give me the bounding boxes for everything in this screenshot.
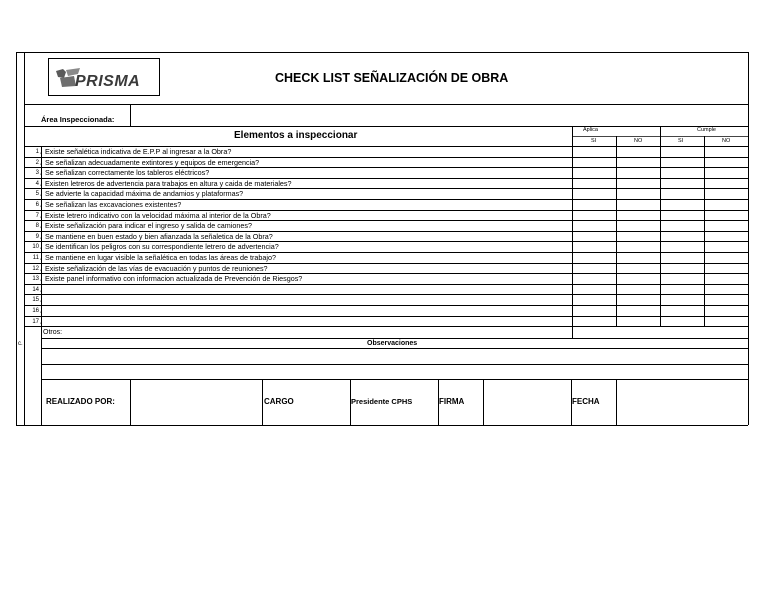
item-number: 17 [32,318,39,325]
aplica-no-label: NO [634,138,643,144]
cumple-label: Cumple [697,127,716,133]
cargo-value: Presidente CPHS [351,397,413,406]
fecha-label: FECHA [572,397,600,406]
item-row-mark: c [40,193,42,198]
item-number: 13 [32,276,39,283]
item-text: Existe señalética indicativa de E.P.P al ingresar a la Obra? [45,147,232,156]
item-text: Se mantiene en lugar visible la señalética en todas las áreas de trabajo? [45,253,276,262]
otros-bottom [41,338,748,339]
item-number: 11 [32,255,39,261]
item-text: Existe panel informativo con informacion actualizada de Prevención de Riesgos? [45,274,303,284]
item-row-mark: c [40,182,42,187]
check-col-3 [660,126,661,327]
item-text: Existe señalización de las vías de evacuación y puntos de reuniones? [45,263,268,273]
item-number: 3 [35,170,39,177]
side-mark: c. [18,341,23,347]
logo-box [48,58,160,96]
item-row-mark: c [40,214,42,219]
item-col-divider [41,146,42,425]
item-number: 14 [32,286,39,293]
row-line [24,284,748,285]
realizado-label: REALIZADO POR: [46,397,115,406]
area-row-top [24,104,748,105]
item-text: Se señalizan correctamente los tableros eléctricos? [45,168,210,178]
item-row-mark: c [40,151,42,155]
item-text: Existe señalización para indicar el ingreso y salida de camiones? [45,221,252,231]
page-title: CHECK LIST SEÑALIZACIÓN DE OBRA [275,71,509,85]
check-col-1 [572,126,573,338]
item-number: 9 [35,233,39,240]
item-text: Se identifican los peligros con su correspondiente letrero de advertencia? [45,242,279,252]
item-row-mark: c [40,235,42,240]
obs-line-1 [41,348,748,349]
item-text: Existen letreros de advertencia para trabajos en altura y caida de materiales? [45,178,292,188]
item-row-mark: c [40,172,42,177]
item-number: 1 [35,149,39,155]
row-line [24,294,748,295]
logo-text: PRISMA [75,73,141,90]
otros-label: Otros: [43,329,63,336]
observaciones-label: Observaciones [367,340,418,347]
area-row-bottom [24,126,748,127]
frame-left [16,52,17,425]
item-text: Se mantiene en buen estado y bien afianzada la señaletica de la Obra? [45,231,273,241]
item-number: 5 [35,191,39,198]
frame-left-inner [24,52,25,425]
obs-line-3 [41,379,748,380]
item-row-mark: c [40,278,42,283]
cargo-label: CARGO [264,397,294,406]
elements-header: Elementos a inspeccionar [234,130,358,141]
firma-label: FIRMA [439,397,465,406]
item-number: 15 [32,297,39,304]
cumple-no-label: NO [722,138,731,144]
check-col-2 [616,136,617,327]
item-number: 4 [35,180,39,187]
cumple-si-label: SI [678,138,684,144]
item-number: 7 [35,212,39,219]
item-number: 12 [32,265,39,272]
item-row-mark: c [40,161,42,166]
row-line [24,326,748,327]
frame-right [748,52,749,425]
item-text: Se señalizan adecuadamente extintores y equipos de emergencia? [45,157,260,167]
footer-col-2 [262,379,263,425]
item-row-mark: c [40,246,42,251]
item-text: Se advierte la capacidad máxima de andamios y plataformas? [45,189,244,199]
item-row-mark: c [40,267,42,272]
row-line [24,305,748,306]
item-row-mark: c [40,204,42,208]
item-row-mark: c [40,320,42,325]
item-row-mark: c [40,310,42,314]
item-row-mark: c [40,257,42,261]
frame-bottom [16,425,748,426]
area-divider [130,104,131,126]
check-col-4 [704,136,705,327]
area-label: Área Inspeccionada: [41,115,115,124]
aplica-si-label: SI [591,138,597,144]
row-line [24,316,748,317]
item-row-mark: c [40,299,42,304]
item-number: 6 [35,202,39,208]
item-row-mark: c [40,288,42,293]
item-number: 2 [35,159,39,166]
footer-col-5 [483,379,484,425]
item-text: Existe letrero indicativo con la velocidad máxima al interior de la Obra? [45,210,271,220]
item-number: 10 [32,244,39,251]
frame-top [16,52,748,53]
aplica-label: Aplica [583,127,598,133]
item-row-mark: c [40,225,42,230]
item-number: 8 [35,223,39,230]
footer-col-7 [616,379,617,425]
footer-col-1 [130,379,131,425]
item-text: Se señalizan las excavaciones existentes? [45,200,182,209]
item-number: 16 [32,308,39,314]
obs-line-2 [41,364,748,365]
